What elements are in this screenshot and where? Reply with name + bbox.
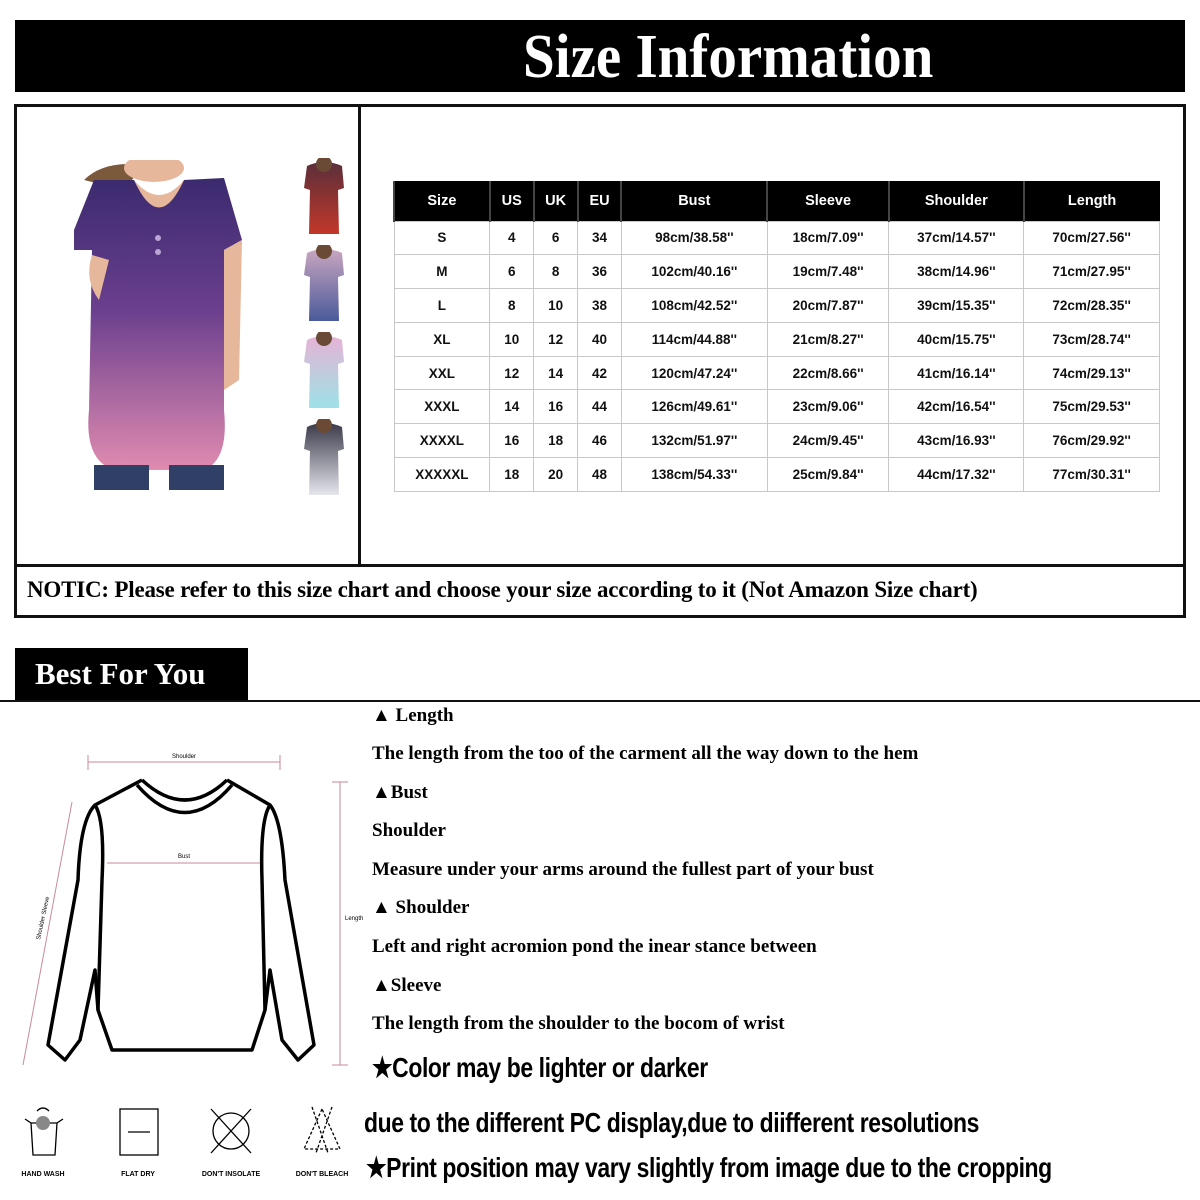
cell-size: XXXXL bbox=[394, 424, 490, 458]
size-information-header bbox=[15, 20, 1185, 92]
cell-sleeve: 25cm/9.84'' bbox=[767, 458, 889, 492]
column-header-uk: UK bbox=[534, 181, 578, 221]
cell-size: XXXL bbox=[394, 390, 490, 424]
color-disclaimer: ★Color may be lighter or darker bbox=[372, 1052, 708, 1083]
cell-bust: 102cm/40.16'' bbox=[621, 255, 767, 289]
column-header-sleeve: Sleeve bbox=[767, 181, 889, 221]
dont-bleach-icon bbox=[298, 1105, 346, 1157]
guide-text-bust: Measure under your arms around the fullest part of your bust bbox=[372, 859, 874, 880]
cell-shoulder: 41cm/16.14'' bbox=[889, 356, 1024, 390]
size-table bbox=[393, 181, 1160, 492]
cell-eu: 38 bbox=[578, 289, 622, 323]
column-header-size: Size bbox=[394, 181, 490, 221]
cell-us: 18 bbox=[490, 458, 534, 492]
cell-sleeve: 21cm/8.27'' bbox=[767, 322, 889, 356]
table-row bbox=[394, 289, 1160, 323]
table-row bbox=[394, 221, 1160, 255]
flat-dry-icon bbox=[116, 1105, 160, 1157]
cell-shoulder: 43cm/16.93'' bbox=[889, 424, 1024, 458]
sleeve-label: Shoulder Sleeve bbox=[36, 896, 52, 941]
cell-uk: 8 bbox=[534, 255, 578, 289]
divider bbox=[358, 107, 361, 564]
care-label: DON'T BLEACH bbox=[295, 1171, 349, 1178]
cell-us: 6 bbox=[490, 255, 534, 289]
care-dont-insolate bbox=[196, 1105, 266, 1178]
cell-us: 12 bbox=[490, 356, 534, 390]
guide-text-shoulder: Left and right acromion pond the inear stance between bbox=[372, 936, 817, 957]
cell-uk: 10 bbox=[534, 289, 578, 323]
cell-size: S bbox=[394, 221, 490, 255]
column-header-bust: Bust bbox=[621, 181, 767, 221]
cell-us: 16 bbox=[490, 424, 534, 458]
measurement-diagram bbox=[20, 730, 370, 1080]
size-notice: NOTIC: Please refer to this size chart and choose your size according to it (Not Amazon Size chart) bbox=[27, 577, 978, 602]
cell-size: XXL bbox=[394, 356, 490, 390]
cell-sleeve: 22cm/8.66'' bbox=[767, 356, 889, 390]
table-row bbox=[394, 255, 1160, 289]
cell-length: 77cm/30.31'' bbox=[1024, 458, 1160, 492]
cell-us: 10 bbox=[490, 322, 534, 356]
cell-bust: 98cm/38.58'' bbox=[621, 221, 767, 255]
hand-wash-icon bbox=[21, 1105, 65, 1157]
table-header-row bbox=[394, 181, 1160, 221]
thumbnail-gray[interactable] bbox=[302, 419, 346, 497]
cell-sleeve: 23cm/9.06'' bbox=[767, 390, 889, 424]
cell-uk: 20 bbox=[534, 458, 578, 492]
care-label: DON'T INSOLATE bbox=[201, 1171, 261, 1178]
care-hand-wash bbox=[8, 1105, 78, 1178]
guide-heading-sleeve: ▲Sleeve bbox=[372, 975, 442, 996]
cell-length: 73cm/28.74'' bbox=[1024, 322, 1160, 356]
cell-sleeve: 20cm/7.87'' bbox=[767, 289, 889, 323]
print-position-disclaimer: ★Print position may vary slightly from image due to the cropping bbox=[366, 1152, 1052, 1183]
cell-eu: 40 bbox=[578, 322, 622, 356]
guide-heading-length: ▲ Length bbox=[372, 705, 454, 726]
cell-eu: 34 bbox=[578, 221, 622, 255]
cell-length: 70cm/27.56'' bbox=[1024, 221, 1160, 255]
thumbnail-red[interactable] bbox=[302, 158, 346, 236]
divider bbox=[17, 564, 1183, 567]
cell-shoulder: 38cm/14.96'' bbox=[889, 255, 1024, 289]
best-for-you-tab bbox=[15, 648, 248, 700]
cell-bust: 108cm/42.52'' bbox=[621, 289, 767, 323]
column-header-eu: EU bbox=[578, 181, 622, 221]
cell-us: 14 bbox=[490, 390, 534, 424]
cell-us: 4 bbox=[490, 221, 534, 255]
product-photo-main bbox=[74, 160, 244, 490]
cell-length: 76cm/29.92'' bbox=[1024, 424, 1160, 458]
table-row bbox=[394, 390, 1160, 424]
cell-uk: 6 bbox=[534, 221, 578, 255]
color-thumbnails bbox=[302, 158, 346, 506]
section-title: Best For You bbox=[35, 656, 206, 691]
bust-label: Bust bbox=[177, 854, 191, 860]
care-label: HAND WASH bbox=[21, 1171, 65, 1178]
cell-bust: 120cm/47.24'' bbox=[621, 356, 767, 390]
guide-heading-shoulder: ▲ Shoulder bbox=[372, 897, 470, 918]
cell-eu: 36 bbox=[578, 255, 622, 289]
cell-length: 75cm/29.53'' bbox=[1024, 390, 1160, 424]
table-row bbox=[394, 424, 1160, 458]
cell-size: M bbox=[394, 255, 490, 289]
page-title: Size Information bbox=[523, 23, 934, 91]
column-header-shoulder: Shoulder bbox=[889, 181, 1024, 221]
cell-sleeve: 18cm/7.09'' bbox=[767, 221, 889, 255]
cell-uk: 16 bbox=[534, 390, 578, 424]
cell-uk: 18 bbox=[534, 424, 578, 458]
cell-size: L bbox=[394, 289, 490, 323]
guide-text-length: The length from the too of the carment all the way down to the hem bbox=[372, 743, 919, 764]
cell-shoulder: 37cm/14.57'' bbox=[889, 221, 1024, 255]
care-dont-bleach bbox=[287, 1105, 357, 1178]
table-row bbox=[394, 356, 1160, 390]
table-row bbox=[394, 322, 1160, 356]
color-disclaimer-detail: due to the different PC display,due to diifferent resolutions bbox=[364, 1107, 979, 1138]
cell-length: 71cm/27.95'' bbox=[1024, 255, 1160, 289]
care-label: FLAT DRY bbox=[121, 1171, 155, 1178]
cell-uk: 14 bbox=[534, 356, 578, 390]
cell-eu: 42 bbox=[578, 356, 622, 390]
cell-sleeve: 24cm/9.45'' bbox=[767, 424, 889, 458]
cell-shoulder: 39cm/15.35'' bbox=[889, 289, 1024, 323]
cell-bust: 126cm/49.61'' bbox=[621, 390, 767, 424]
column-header-length: Length bbox=[1024, 181, 1160, 221]
cell-shoulder: 44cm/17.32'' bbox=[889, 458, 1024, 492]
guide-text-sleeve: The length from the shoulder to the bocom of wrist bbox=[372, 1013, 785, 1034]
thumbnail-pink-mint[interactable] bbox=[302, 332, 346, 410]
cell-bust: 138cm/54.33'' bbox=[621, 458, 767, 492]
guide-heading-bust: ▲Bust bbox=[372, 782, 428, 803]
cell-length: 74cm/29.13'' bbox=[1024, 356, 1160, 390]
cell-eu: 48 bbox=[578, 458, 622, 492]
cell-bust: 114cm/44.88'' bbox=[621, 322, 767, 356]
cell-size: XXXXXL bbox=[394, 458, 490, 492]
cell-eu: 44 bbox=[578, 390, 622, 424]
cell-shoulder: 42cm/16.54'' bbox=[889, 390, 1024, 424]
cell-bust: 132cm/51.97'' bbox=[621, 424, 767, 458]
table-row bbox=[394, 458, 1160, 492]
length-label: Length bbox=[345, 916, 364, 922]
cell-length: 72cm/28.35'' bbox=[1024, 289, 1160, 323]
dont-insulate-icon bbox=[207, 1105, 255, 1157]
care-flat-dry bbox=[103, 1105, 173, 1178]
divider bbox=[0, 700, 1200, 702]
thumbnail-lavender[interactable] bbox=[302, 245, 346, 323]
cell-shoulder: 40cm/15.75'' bbox=[889, 322, 1024, 356]
cell-size: XL bbox=[394, 322, 490, 356]
cell-uk: 12 bbox=[534, 322, 578, 356]
shoulder-label: Shoulder bbox=[171, 754, 197, 760]
column-header-us: US bbox=[490, 181, 534, 221]
guide-subheading-shoulder: Shoulder bbox=[372, 820, 446, 841]
cell-eu: 46 bbox=[578, 424, 622, 458]
cell-us: 8 bbox=[490, 289, 534, 323]
cell-sleeve: 19cm/7.48'' bbox=[767, 255, 889, 289]
